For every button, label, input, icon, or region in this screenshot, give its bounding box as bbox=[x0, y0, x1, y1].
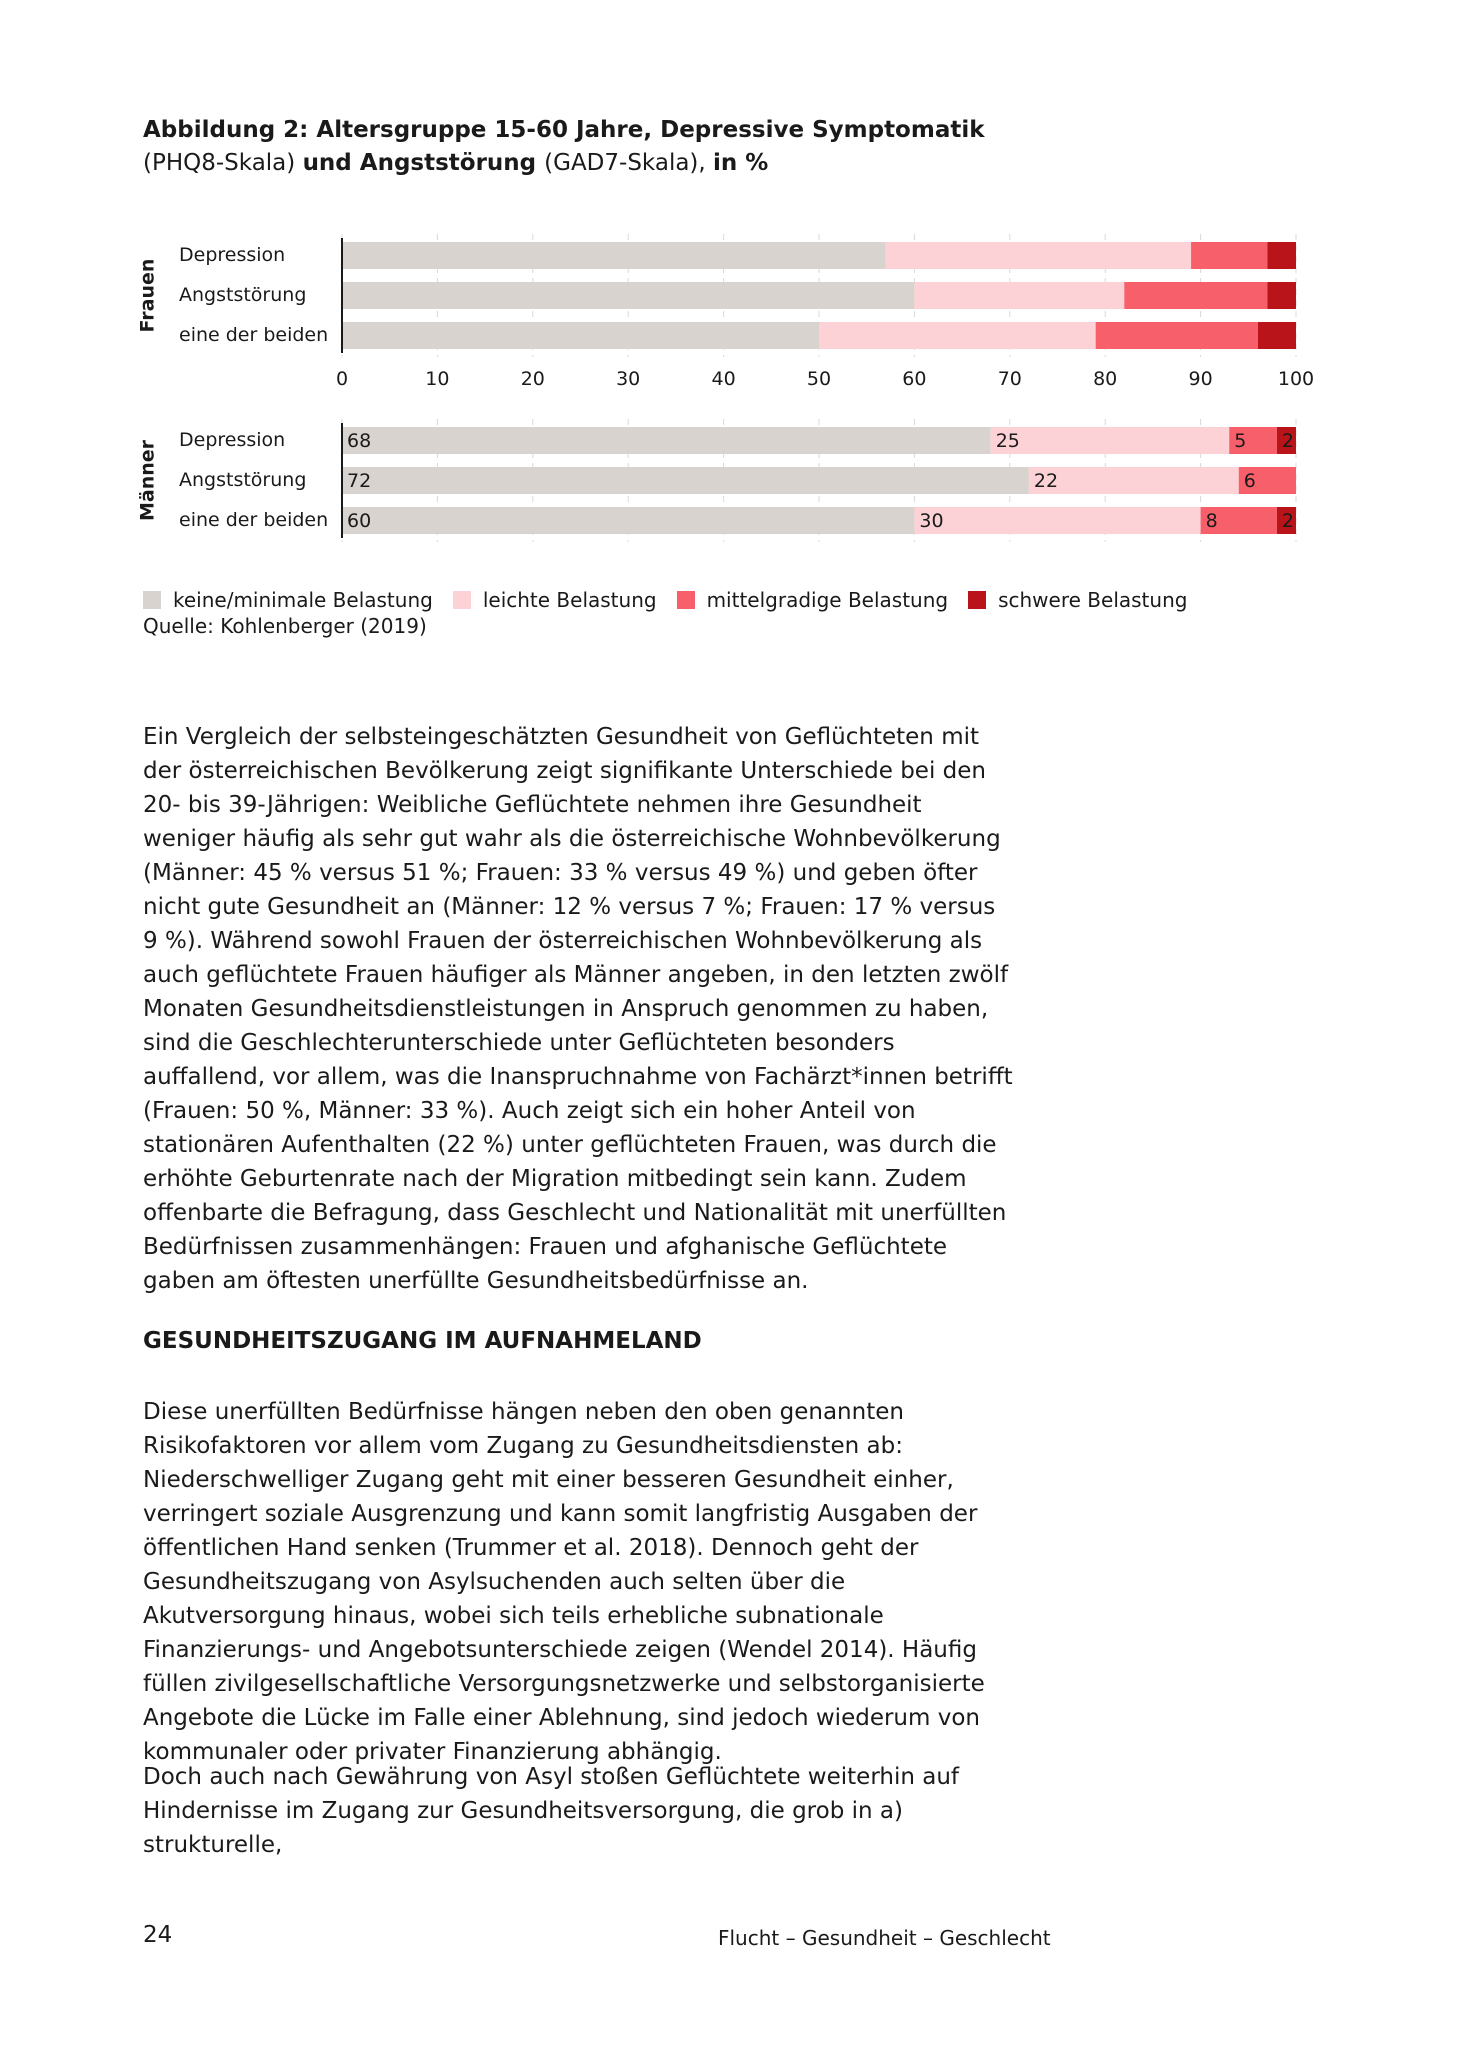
stacked-bar-chart bbox=[130, 225, 1330, 555]
bar-segment bbox=[886, 242, 1191, 269]
bar-segment bbox=[342, 507, 914, 534]
chart-legend bbox=[143, 588, 1207, 612]
title-part: in % bbox=[713, 150, 769, 176]
data-label: 60 bbox=[347, 510, 372, 532]
bar-segment bbox=[1124, 282, 1267, 309]
bar-segment bbox=[342, 242, 886, 269]
x-tick-label: 70 bbox=[997, 368, 1022, 390]
category-label: Angststörung bbox=[179, 284, 307, 306]
group-label: Männer bbox=[136, 439, 159, 522]
bar-segment bbox=[342, 427, 991, 454]
figure-title-line2 bbox=[143, 147, 1143, 180]
title-part: und Angststörung bbox=[302, 150, 545, 176]
legend-label: schwere Belastung bbox=[998, 588, 1188, 612]
running-footer: Flucht – Gesundheit – Geschlecht bbox=[718, 1926, 1051, 1950]
x-tick-label: 30 bbox=[616, 368, 641, 390]
data-label: 68 bbox=[347, 430, 372, 452]
x-tick-label: 100 bbox=[1277, 368, 1315, 390]
title-part: (GAD7-Skala), bbox=[544, 150, 714, 176]
data-label: 2 bbox=[1281, 510, 1295, 532]
legend-swatch bbox=[453, 591, 471, 609]
legend-label: leichte Belastung bbox=[482, 588, 657, 612]
x-tick-label: 0 bbox=[335, 368, 349, 390]
bar-segment bbox=[1267, 242, 1296, 269]
category-label: eine der beiden bbox=[179, 324, 329, 346]
legend-swatch bbox=[677, 591, 695, 609]
bar-segment bbox=[342, 467, 1029, 494]
data-label: 25 bbox=[995, 430, 1020, 452]
x-tick-label: 60 bbox=[902, 368, 927, 390]
category-label: eine der beiden bbox=[179, 509, 329, 531]
paragraph: Doch auch nach Gewährung von Asyl stoßen Geflüchtete weiterhin auf Hindernisse im Zugang zur Gesundheitsversorgung, die grob in a) strukturelle, bbox=[143, 1764, 960, 1858]
bar-segment bbox=[1029, 467, 1239, 494]
legend-item bbox=[453, 588, 657, 612]
legend-swatch bbox=[968, 591, 986, 609]
data-label: 2 bbox=[1281, 430, 1295, 452]
page-number: 24 bbox=[143, 1922, 173, 1948]
section-heading: GESUNDHEITSZUGANG IM AUFNAHMELAND bbox=[143, 1328, 702, 1354]
x-tick-label: 50 bbox=[806, 368, 832, 390]
bar-segment bbox=[1258, 322, 1296, 349]
legend-item bbox=[968, 588, 1187, 612]
data-label: 22 bbox=[1033, 470, 1059, 492]
data-label: 6 bbox=[1243, 470, 1256, 492]
title-part: (PHQ8-Skala) bbox=[143, 150, 303, 176]
data-label: 30 bbox=[919, 510, 944, 532]
bar-segment bbox=[914, 507, 1200, 534]
bar-segment bbox=[342, 282, 914, 309]
figure-source: Quelle: Kohlenberger (2019) bbox=[143, 614, 427, 638]
bar-segment bbox=[991, 427, 1230, 454]
data-label: 5 bbox=[1234, 430, 1247, 452]
paragraph: Diese unerfüllten Bedürfnisse hängen neben den oben genannten Risikofaktoren vor allem vom Zugang zu Gesundheitsdiensten ab: Niederschwelliger Zugang geht mit einer besseren Gesundheit einher, verringert soziale Ausgrenzung und kann somit langfristig Ausgaben der öffentlichen Hand senken (Trummer et al. 2018). Dennoch geht der Gesundheitszugang von Asylsuchenden auch selten über die Akutversorgung hinaus, wobei sich teils erhebliche subnationale Finanzierungs- und Angebotsunterschiede zeigen (Wendel 2014). Häufig füllen zivilgesellschaftliche Versorgungsnetzwerke und selbstorganisierte Angebote die Lücke im Falle einer Ablehnung, sind jedoch wiederum von kommunaler oder privater Finanzierung abhängig. bbox=[143, 1399, 985, 1765]
x-tick-label: 90 bbox=[1188, 368, 1213, 390]
legend-item bbox=[677, 588, 949, 612]
paragraph: Ein Vergleich der selbsteingeschätzten Gesundheit von Geflüchteten mit der österreichischen Bevölkerung zeigt signifikante Unterschiede bei den 20- bis 39-Jährigen: Weibliche Geflüchtete nehmen ihre Gesundheit weniger häufig als sehr gut wahr als die österreichische Wohnbevölkerung (Männer: 45 % versus 51 %; Frauen: 33 % versus 49 %) und geben öfter nicht gute Gesundheit an (Männer: 12 % versus 7 %; Frauen: 17 % versus 9 %). Während sowohl Frauen der österreichischen Wohnbevölkerung als auch geflüchtete Frauen häufiger als Männer angeben, in den letzten zwölf Monaten Gesundheitsdienstleistungen in Anspruch genommen zu haben, sind die Geschlechterunterschiede unter Geflüchteten besonders auffallend, vor allem, was die Inanspruchnahme von Fachärzt*innen betrifft (Frauen: 50 %, Männer: 33 %). Auch zeigt sich ein hoher Anteil von stationären Aufenthalten (22 %) unter geflüchteten Frauen, was durch die erhöhte Geburtenrate nach der Migration mitbedingt sein kann. Zudem offenbarte die Befragung, dass Geschlecht und Nationalität mit unerfüllten Bedürfnissen zusammenhängen: Frauen und afghanische Geflüchtete gaben am öftesten unerfüllte Gesundheitsbedürfnisse an. bbox=[143, 724, 1013, 1294]
x-tick-label: 20 bbox=[520, 368, 545, 390]
legend-label: keine/minimale Belastung bbox=[173, 588, 433, 612]
x-tick-label: 80 bbox=[1093, 368, 1118, 390]
category-label: Angststörung bbox=[179, 469, 307, 491]
legend-label: mittelgradige Belastung bbox=[706, 588, 949, 612]
bar-segment bbox=[1267, 282, 1296, 309]
bar-segment bbox=[1096, 322, 1258, 349]
legend-item bbox=[143, 588, 433, 612]
bar-segment bbox=[1191, 242, 1267, 269]
x-tick-label: 10 bbox=[425, 368, 450, 390]
data-label: 8 bbox=[1205, 510, 1218, 532]
data-label: 72 bbox=[347, 470, 372, 492]
x-tick-label: 40 bbox=[711, 368, 736, 390]
figure-title bbox=[143, 114, 1143, 180]
category-label: Depression bbox=[179, 429, 286, 451]
legend-swatch bbox=[143, 591, 161, 609]
bar-segment bbox=[342, 322, 819, 349]
bar-segment bbox=[819, 322, 1096, 349]
category-label: Depression bbox=[179, 244, 286, 266]
group-label: Frauen bbox=[136, 258, 159, 333]
figure-title-line1: Abbildung 2: Altersgruppe 15-60 Jahre, Depressive Symptomatik bbox=[143, 117, 985, 143]
bar-segment bbox=[914, 282, 1124, 309]
